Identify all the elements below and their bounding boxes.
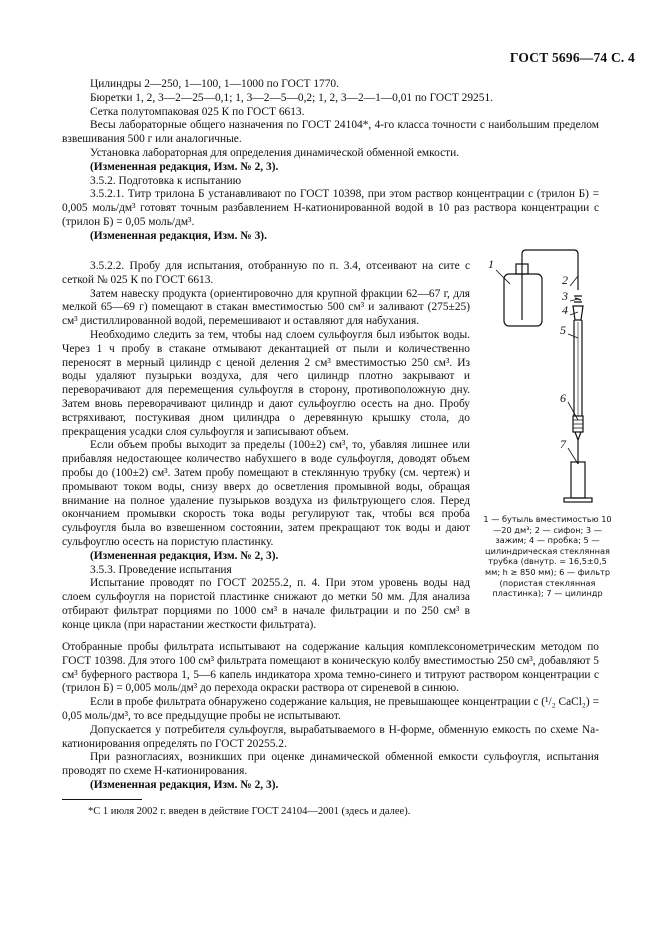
filter-hatch xyxy=(573,420,583,428)
paragraph: Необходимо следить за тем, чтобы над слоем сульфоугля был избыток воды. Через 1 ч пробу в стакане отмывают декантацией от пыли и количественно переносят в мерный цилиндр с ценой деления 2 см³ вместимостью 250 см³. Из воды удаляют пузырьки воздуха, для чего цилиндр плотно закрывают и переворачивают для перемещения сульфоугля в сторону, противоположную дну. Затем вновь переворачивают цилиндр и дают сульфоуглю осесть на дно. Пробу встряхивают, постукивая дном цилиндра о деревянную крышку стола, до прекращения усадки слоя сульфоугля и записывают объем. xyxy=(62,328,470,438)
amendment-note: (Измененная редакция, Изм. № 2, 3). xyxy=(90,160,279,173)
paragraph: Бюретки 1, 2, 3—2—25—0,1; 1, 3—2—5—0,2; 1, 2, 3—2—1—0,01 по ГОСТ 29251. xyxy=(90,91,493,104)
text-block-middle xyxy=(62,260,470,633)
figure-label-5: 5 xyxy=(560,323,566,337)
apparatus-figure xyxy=(478,230,628,512)
amendment-note: (Измененная редакция, Изм. № 2, 3). xyxy=(90,778,279,791)
paragraph: Испытание проводят по ГОСТ 20255.2, п. 4. При этом уровень воды над слоем сульфоугля на пористой пластинке снижают до метки 50 мм. Для анализа отбирают фильтрат порциями по 1000 см³ в начале фильтрации и по 250 см³ в конце цикла (при нарастании жесткости фильтрата). xyxy=(62,577,470,631)
leader-5 xyxy=(568,334,578,338)
figure-label-3: 3 xyxy=(562,289,568,303)
paragraph: Весы лабораторные общего назначения по ГОСТ 24104*, 4-го класса точности с наибольшим пределом взвешивания 500 г или аналогичные. xyxy=(62,119,599,146)
paragraph: Отобранные пробы фильтрата испытывают на содержание кальция комплексонометрическим методом по ГОСТ 10398. Для этого 100 см³ фильтрата помещают в коническую колбу вместимостью 250 см³, добавляют 5 см³ буферного раствора 1, 5—6 капель индикатора хрома темно-синего и титруют раствором концентрации с (трилон Б) = 0,005 моль/дм³ до перехода окраски раствора от сиреневой в синюю. xyxy=(62,641,599,695)
footnote: *С 1 июля 2002 г. введен в действие ГОСТ 24104—2001 (здесь и далее). xyxy=(88,806,411,817)
leader-3 xyxy=(570,299,578,301)
figure-label-2: 2 xyxy=(562,273,568,287)
paragraph: 3.5.2.2. Пробу для испытания, отобранную по п. 3.4, отсеивают на сите с сеткой № 025 К по ГОСТ 6613. xyxy=(62,260,470,286)
text-block-bottom xyxy=(62,641,599,793)
paragraph: Установка лабораторная для определения динамической обменной емкости. xyxy=(90,146,460,159)
amendment-note: (Измененная редакция, Изм. № 2, 3). xyxy=(90,549,279,562)
paragraph: 3.5.2.1. Титр трилона Б устанавливают по ГОСТ 10398, при этом раствор концентрации с (трилон Б) = 0,005 моль/дм³ готовят точным разбавлением Н-катионированной водой в 10 раз раствора концентрации с (трилон Б) = 0,05 моль/дм³. xyxy=(62,188,599,228)
paragraph: Если объем пробы выходит за пределы (100±2) см³, то, убавляя лишнее или прибавляя недостающее количество набухшего в воде сульфоугля, доводят объем пробы до (100±2) см³. Затем пробу помещают в стеклянную трубку (см. чертеж) и промывают током воды, снизу вверх до осветления промывной воды, обращая внимание на полное удаление пузырьков воздуха из фильтрующего слоя. Перед окончанием промывки скорость тока воды регулируют так, чтобы вся проба сульфоугля была во взвешенном состоянии, затем прекращают ток воды и дают сульфоуглю осесть на пористую пластинку. xyxy=(62,439,470,548)
paragraph: Допускается у потребителя сульфоугля, вырабатываемого в Н-форме, обменную емкость по схеме Na-катионирования определять по ГОСТ 20255.2. xyxy=(62,723,599,750)
figure-caption: 1 — бутыль вместимостью 10—20 дм³; 2 — сифон; 3 — зажим; 4 — пробка; 5 — цилиндрическая стеклянная трубка (dвнутр. = 16,5±0,5 мм; h ≥ 850 мм); 6 — фильтр (пористая стеклянная пластинка); 7 — цилиндр xyxy=(483,514,612,599)
collection-cylinder xyxy=(571,462,585,498)
apparatus-drawing xyxy=(478,230,628,512)
cylinder-base xyxy=(564,498,592,502)
footnote-separator xyxy=(62,799,142,800)
paragraph: Сетка полутомпаковая 025 К по ГОСТ 6613. xyxy=(90,105,305,118)
page-header: ГОСТ 5696—74 С. 4 xyxy=(509,50,635,65)
figure-label-7: 7 xyxy=(560,437,566,451)
paragraph: 3.5.2. Подготовка к испытанию xyxy=(90,174,242,187)
filter-outlet xyxy=(575,432,581,440)
paragraph: 3.5.3. Проведение испытания xyxy=(90,563,232,576)
paragraph: Цилиндры 2—250, 1—100, 1—1000 по ГОСТ 1770. xyxy=(90,78,339,90)
bottle-body xyxy=(504,274,542,326)
figure-label-4: 4 xyxy=(562,303,568,317)
figure-label-6: 6 xyxy=(560,391,566,405)
leader-1 xyxy=(496,270,510,284)
paragraph: Затем навеску продукта (ориентировочно для крупной фракции 62—67 г, для мелкой 65—69 г) помещают в стакан вместимостью 500 см³ и заливают (275±25) см³ дистиллированной водой, перемешивают и оставляют для набухания. xyxy=(62,287,470,328)
paragraph: Если в пробе фильтрата обнаружено содержание кальция, не превышающее концентрации с (¹/₂ CaCl₂) = 0,05 моль/дм³, то все предыдущие пробы не испытывают. xyxy=(62,696,599,722)
figure-label-1: 1 xyxy=(488,257,494,271)
siphon-tube xyxy=(522,250,578,320)
amendment-note: (Измененная редакция, Изм. № 3). xyxy=(90,229,267,242)
paragraph: При разногласиях, возникших при оценке динамической обменной емкости сульфоугля, испытания проводят по схеме Н-катионирования. xyxy=(62,751,599,778)
text-block-top xyxy=(62,78,599,244)
leader-2 xyxy=(570,276,578,286)
